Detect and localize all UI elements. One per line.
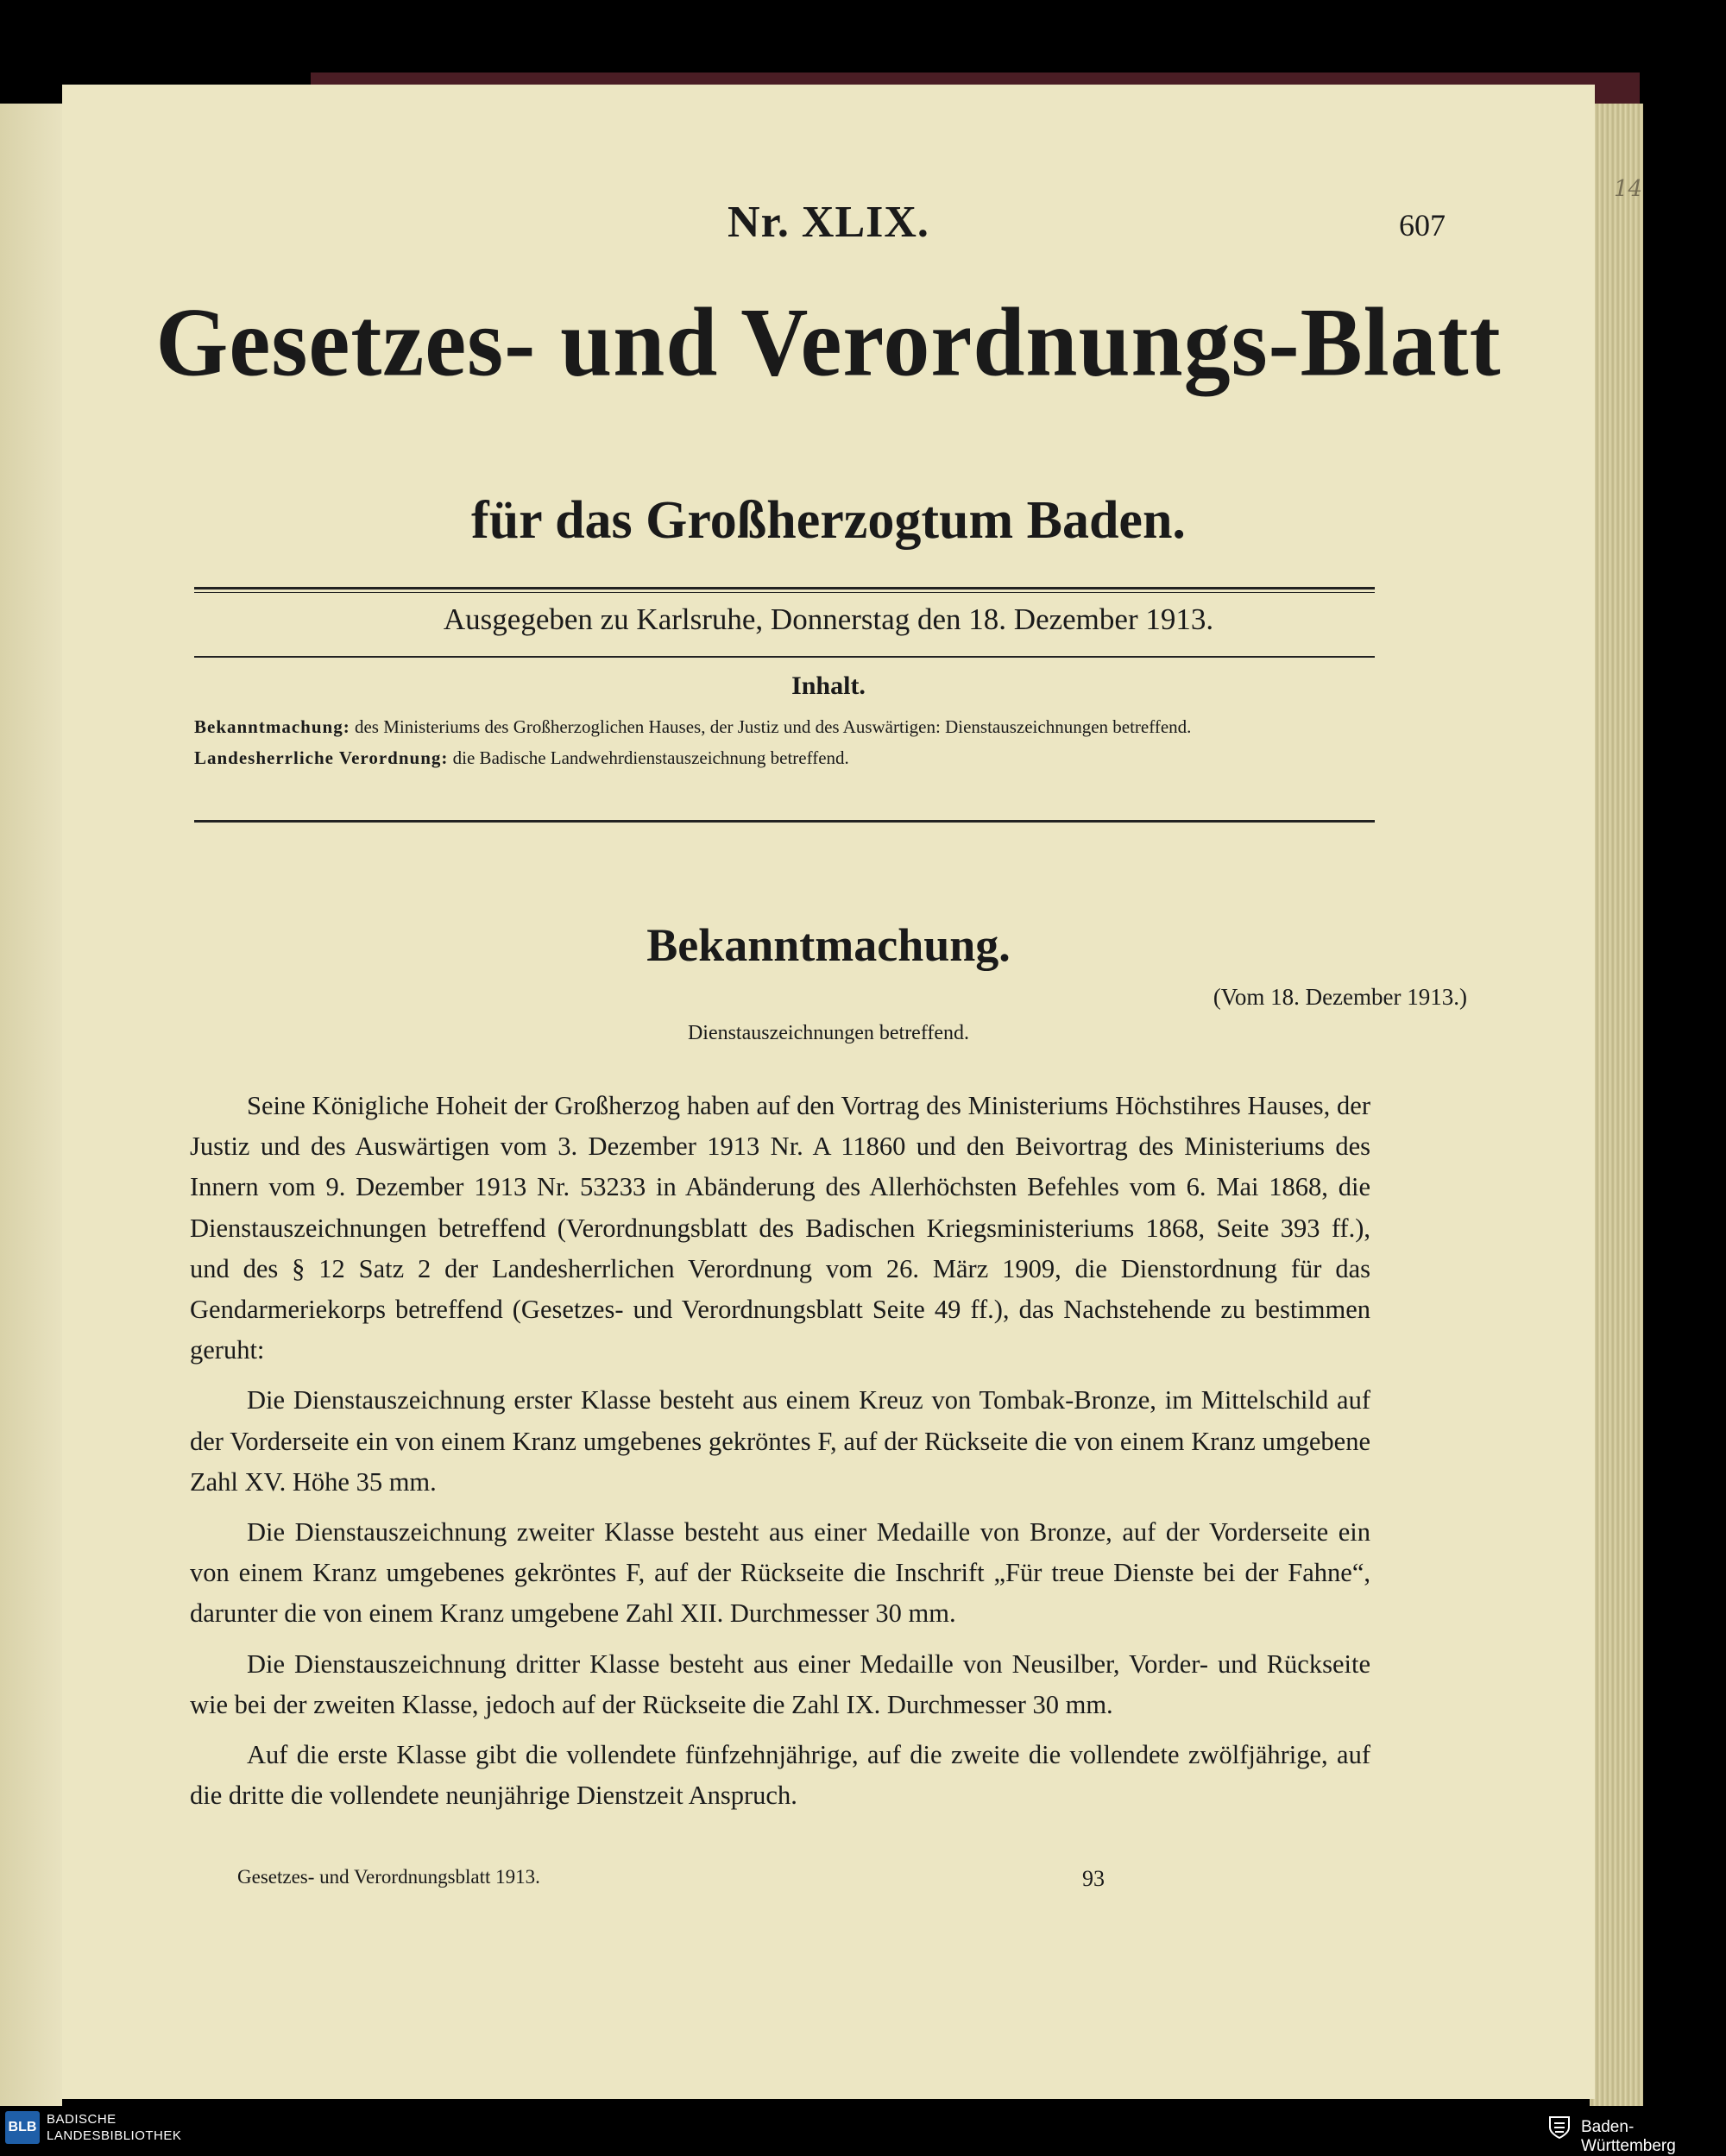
announcement-body [190, 1086, 1370, 1825]
document-page [62, 85, 1643, 2099]
page-edges [1590, 104, 1643, 2110]
contents-item-text: die Badische Landwehrdienstauszeichnung betreffend. [452, 747, 849, 768]
library-footer-bar [0, 2106, 1726, 2155]
blb-name-line: LANDESBIBLIOTHEK [47, 2128, 182, 2143]
body-paragraph: Die Dienstauszeichnung dritter Klasse besteht aus einer Medaille von Neusilber, Vorder- und Rückseite wie bei der zweiten Klasse, jedoch auf der Rückseite die Zahl IX. Durchmesser 30 mm. [190, 1649, 1370, 1719]
divider [194, 820, 1375, 823]
bw-name[interactable]: Baden-Württemberg [1581, 2118, 1676, 2155]
footer-sheet-number: 93 [1082, 1866, 1105, 1891]
blb-logo[interactable]: BLB [5, 2111, 40, 2144]
body-paragraph: Die Dienstauszeichnung zweiter Klasse besteht aus einer Medaille von Bronze, auf der Vorderseite ein von einem Kranz umgebenes gekröntes F, auf der Rückseite die Inschrift „Für treue Dienste bei der Fahne“, darunter die von einem Kranz umgebene Zahl XII. Durchmesser 30 mm. [190, 1517, 1370, 1629]
contents-item-label: Landesherrliche Verordnung: [194, 747, 449, 768]
announcement-subject: Dienstauszeichnungen betreffend. [687, 1022, 970, 1044]
contents-item [194, 711, 1375, 742]
issue-number: Nr. XLIX. [728, 198, 929, 247]
handwritten-mark: 14 [1614, 176, 1643, 202]
body-paragraph: Seine Königliche Hoheit der Großherzog haben auf den Vortrag des Ministeriums Höchstihres Hauses, der Justiz und des Auswärtigen vom 3. Dezember 1913 Nr. A 11860 und den Beivortrag des Ministeriums des Innern vom 9. Dezember 1913 Nr. 53233 in Abänderung des Allerhöchsten Befehles vom 6. Mai 1868, die Dienstauszeichnungen betreffend (Verordnungsblatt des Badischen Kriegsministeriums 1868, Seite 393 ff.), und des § 12 Satz 2 der Landesherrlichen Verordnung vom 26. März 1909, die Dienstordnung für das Gendarmeriekorps betreffend (Gesetzes- und Verordnungsblatt Seite 49 ff.), das Nachstehende zu bestimmen geruht: [190, 1091, 1370, 1365]
contents-item-text: des Ministeriums des Großherzoglichen Hauses, der Justiz und des Auswärtigen: Dienstauszeichnungen betreffend. [354, 716, 1192, 737]
divider [194, 587, 1375, 589]
footer-publication: Gesetzes- und Verordnungsblatt 1913. [237, 1866, 540, 1888]
body-paragraph: Die Dienstauszeichnung erster Klasse besteht aus einem Kreuz von Tombak-Bronze, im Mittelschild auf der Vorderseite ein von einem Kranz umgebenes gekröntes F, auf der Rückseite die von einem Kranz umgebene Zahl XV. Höhe 35 mm. [190, 1385, 1370, 1497]
contents-heading: Inhalt. [791, 671, 866, 700]
announcement-date: (Vom 18. Dezember 1913.) [1213, 984, 1467, 1010]
announcement-title: Bekanntmachung. [646, 919, 1011, 971]
divider [194, 656, 1375, 658]
gazette-title: Gesetzes- und Verordnungs-Blatt [155, 289, 1502, 397]
left-page-edge [0, 104, 62, 2110]
issue-line: Ausgegeben zu Karlsruhe, Donnerstag den 18. Dezember 1913. [443, 602, 1214, 636]
body-paragraph: Auf die erste Klasse gibt die vollendete fünfzehnjährige, auf die zweite die vollendete zwölfjährige, auf die dritte die vollendete neunjährige Dienstzeit Anspruch. [190, 1740, 1370, 1811]
contents-item-label: Bekanntmachung: [194, 716, 350, 737]
page-number: 607 [1399, 208, 1446, 243]
coat-of-arms-icon [1546, 2114, 1572, 2140]
contents-item [194, 742, 1375, 773]
gazette-subtitle: für das Großherzogtum Baden. [471, 491, 1186, 550]
blb-name [47, 2111, 181, 2144]
contents-list [194, 711, 1375, 773]
blb-name-line: BADISCHE [47, 2112, 117, 2127]
divider [194, 592, 1375, 593]
